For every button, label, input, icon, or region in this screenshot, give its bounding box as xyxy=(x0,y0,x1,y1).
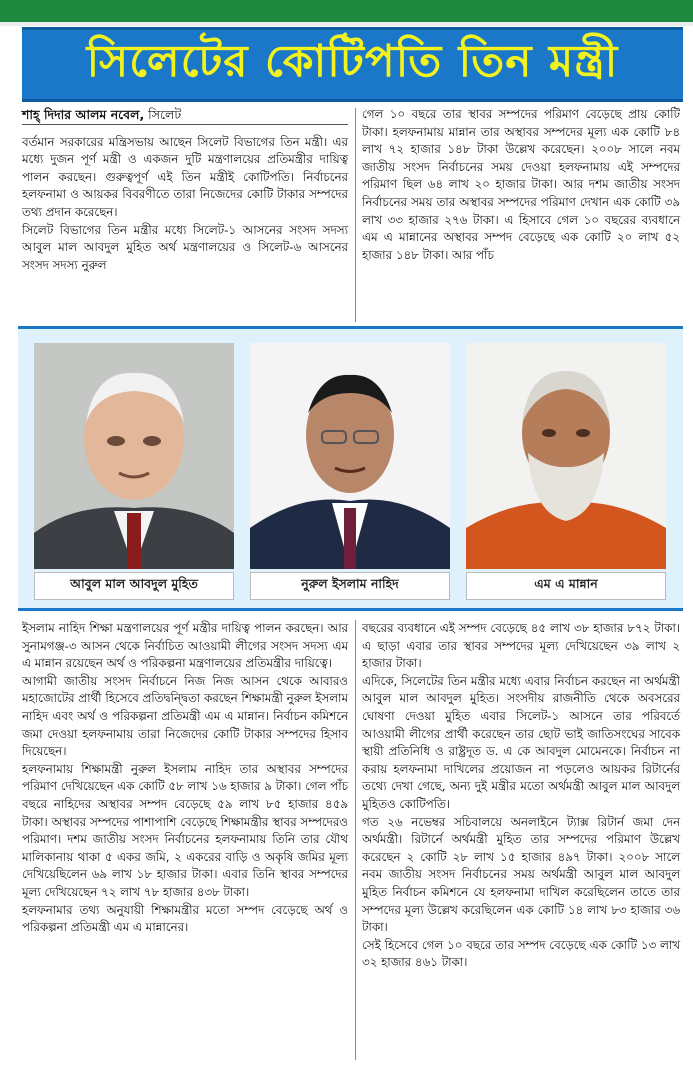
top-bar-shadow xyxy=(0,22,693,26)
portrait-nahid xyxy=(250,343,450,569)
paragraph: সিলেট বিভাগের তিন মন্ত্রীর মধ্যে সিলেট-১ আসনের সংসদ সদস্য আবুল মাল আবদুল মুহিত অর্থ মন্ত্রণালয়ের ও সিলেট-৬ আসনের সংসদ সদস্য নুরুল xyxy=(22,222,348,272)
paragraph: বর্তমান সরকারের মন্ত্রিসভায় আছেন সিলেট বিভাগের তিন মন্ত্রী। এর মধ্যে দুজন পূর্ণ মন্ত্রী ও একজন দুটি মন্ত্রণালয়ের প্রতিমন্ত্রীর দায়িত্ব পালন করছেন। গুরুত্বপূর্ণ এই তিন মন্ত্রীই কোটিপতি। নির্বাচনের হলফনামা ও আয়কর বিবরণীতে তারা নিজেদের কোটি টাকার সম্পদের তথ্য প্রদান করেছেন। xyxy=(22,134,348,219)
article-column-a xyxy=(22,106,348,274)
byline xyxy=(22,106,348,124)
paragraph: গত ২৬ নভেম্বর সচিবালয়ে অনলাইনে ট্যাক্স রিটার্ন জমা দেন অর্থমন্ত্রী। রিটার্নে অর্থমন্ত্রী মুহিত তার সম্পদের পরিমাণ উল্লেখ করেছেন ২ কোটি ২৮ লাখ ১৫ হাজার ৪৯৭ টাকা। ২০০৮ সালে নবম জাতীয় সংসদ নির্বাচনের সময় অর্থমন্ত্রী আবুল মাল আবদুল মুহিত নির্বাচন কমিশনে যে হলফনামা দাখিল করেছিলেন তাতে তার সম্পদের মূল্য উল্লেখ করেছিলেন এক কোটি ১৪ লাখ ৮৩ হাজার ৩৬ টাকা। xyxy=(362,814,680,935)
headline-banner xyxy=(22,27,683,102)
byline-rule xyxy=(22,124,348,125)
headline: সিলেটের কোটিপতি তিন মন্ত্রী xyxy=(86,36,619,87)
byline-author: শাহ্‌ দিদার আলম নবেল, xyxy=(22,107,145,122)
paragraph: ইসলাম নাহিদ শিক্ষা মন্ত্রণালয়ের পূর্ণ মন্ত্রীর দায়িত্ব পালন করছেন। আর সুনামগঞ্জ-৩ আসন থেকে নির্বাচিত আওয়ামী লীগের সংসদ সদস্য এম এ মান্নান রয়েছেন অর্থ ও পরিকল্পনা মন্ত্রণালয়ের প্রতিমন্ত্রীর দায়িত্বে। xyxy=(22,621,348,671)
paragraph: এদিকে, সিলেটের তিন মন্ত্রীর মধ্যে এবার নির্বাচন করছেন না অর্থমন্ত্রী আবুল মাল আবদুল মুহিত। সংসদীয় রাজনীতি থেকে অবসরের ঘোষণা দেওয়া মুহিত এবার সিলেট-১ আসনে তার পরিবর্তে আওয়ামী লীগের প্রার্থী করেছেন তার ছোট ভাই জাতিসংঘের সাবেক স্থায়ী প্রতিনিধি ও রাষ্ট্রদূত ড. এ কে আবদুল মোমেনকে। নির্বাচন না করায় হলফনামা দাখিলের প্রয়োজন না পড়লেও আয়কর রিটার্নের তথ্যে দেখা গেছে, অন্য দুই মন্ত্রীর মতো অর্থমন্ত্রী আবুল মাল আবদুল মুহিতও কোটিপতি। xyxy=(362,673,680,811)
paragraph: হলফনামায় শিক্ষামন্ত্রী নুরুল ইসলাম নাহিদ তার অস্থাবর সম্পদের পরিমাণ দেখিয়েছেন এক কোটি ৫৮ লাখ ১৬ হাজার ৯ টাকা। গেল পাঁচ বছরে নাহিদের অস্থাবর সম্পদ বেড়েছে ৫৯ লাখ ৮৫ হাজার ৪৫৯ টাকা। অস্থাবর সম্পদের পাশাপাশি বেড়েছে শিক্ষামন্ত্রীর স্থাবর সম্পদেরও পরিমাণ। দশম জাতীয় সংসদ নির্বাচনের হলফনামায় তিনি তার যৌথ মালিকানায় থাকা ৫ একর জমি, ২ একরের বাড়ি ও অকৃষি জমির মূল্য দেখিয়েছিলেন ৬৯ লাখ ১৮ হাজার টাকা। এবার তিনি স্থাবর সম্পদের মূল্য দেখিয়েছেন ৭২ লাখ ৭৮ হাজার ৪৩৮ টাকা। xyxy=(22,761,348,899)
portrait-muhith-image xyxy=(34,343,234,569)
paragraph: সেই হিসেবে গেল ১০ বছরে তার সম্পদ বেড়েছে এক কোটি ১৩ লাখ ৩২ হাজার ৪৬১ টাকা। xyxy=(362,937,680,970)
caption-nahid: নুরুল ইসলাম নাহিদ xyxy=(250,572,450,600)
portrait-nahid-image xyxy=(250,343,450,569)
photo-band xyxy=(18,326,683,611)
column-divider xyxy=(355,620,356,1060)
paragraph: হলফনামার তথ্য অনুযায়ী শিক্ষামন্ত্রীর মতো সম্পদ বেড়েছে অর্থ ও পরিকল্পনা প্রতিমন্ত্রী এম এ মান্নানের। xyxy=(22,902,348,935)
article-column-c xyxy=(22,620,348,937)
article-column-b xyxy=(362,106,680,264)
top-color-bar xyxy=(0,0,693,22)
caption-mannan: এম এ মান্নান xyxy=(466,572,666,600)
paragraph: বছরের ব্যবধানে এই সম্পদ বেড়েছে ৪৫ লাখ ৩৮ হাজার ৮৭২ টাকা। এ ছাড়া এবার তার স্থাবর সম্পদের মূল্য দেখিয়েছেন ৩৯ লাখ ২ হাজার টাকা। xyxy=(362,621,680,671)
portrait-mannan-image xyxy=(466,343,666,569)
portrait-mannan xyxy=(466,343,666,569)
article-column-d xyxy=(362,620,680,972)
portrait-muhith xyxy=(34,343,234,569)
paragraph: আগামী জাতীয় সংসদ নির্বাচনে নিজ নিজ আসন থেকে আবারও মহাজোটের প্রার্থী হিসেবে প্রতিদ্বন্দ্বিতা করছেন শিক্ষামন্ত্রী নুরুল ইসলাম নাহিদ এবং অর্থ ও পরিকল্পনা প্রতিমন্ত্রী এম এ মান্নান। নির্বাচন কমিশনে জমা দেওয়া হলফনামায় তারা নিজেদের কোটি টাকার সম্পদের হিসাব দিয়েছেন। xyxy=(22,673,348,759)
caption-muhith: আবুল মাল আবদুল মুহিত xyxy=(34,572,234,600)
byline-place: সিলেট xyxy=(144,107,182,122)
column-divider xyxy=(355,108,356,322)
paragraph: গেল ১০ বছরে তার স্থাবর সম্পদের পরিমাণ বেড়েছে প্রায় কোটি টাকা। হলফনামায় মান্নান তার অস্থাবর সম্পদের মূল্য এক কোটি ৮৪ লাখ ৭২ হাজার ১৪৮ টাকা উল্লেখ করেছেন। ২০০৮ সালে নবম জাতীয় সংসদ নির্বাচনের সময় দেওয়া হলফনামায় এই সম্পদের পরিমাণ ছিল ৬৪ লাখ ২০ হাজার টাকা। আর দশম জাতীয় সংসদ নির্বাচনের সময় তার অস্থাবর সম্পদের পরিমাণ দেখান এক কোটি ৩৯ লাখ ৩৩ হাজার ২৭৬ টাকা। এ হিসাবে গেল ১০ বছরের ব্যবধানে এম এ মান্নানের অস্থাবর সম্পদ বেড়েছে এক কোটি ২০ লাখ ৫২ হাজার ১৪৮ টাকা। আর পাঁচ xyxy=(362,107,680,262)
